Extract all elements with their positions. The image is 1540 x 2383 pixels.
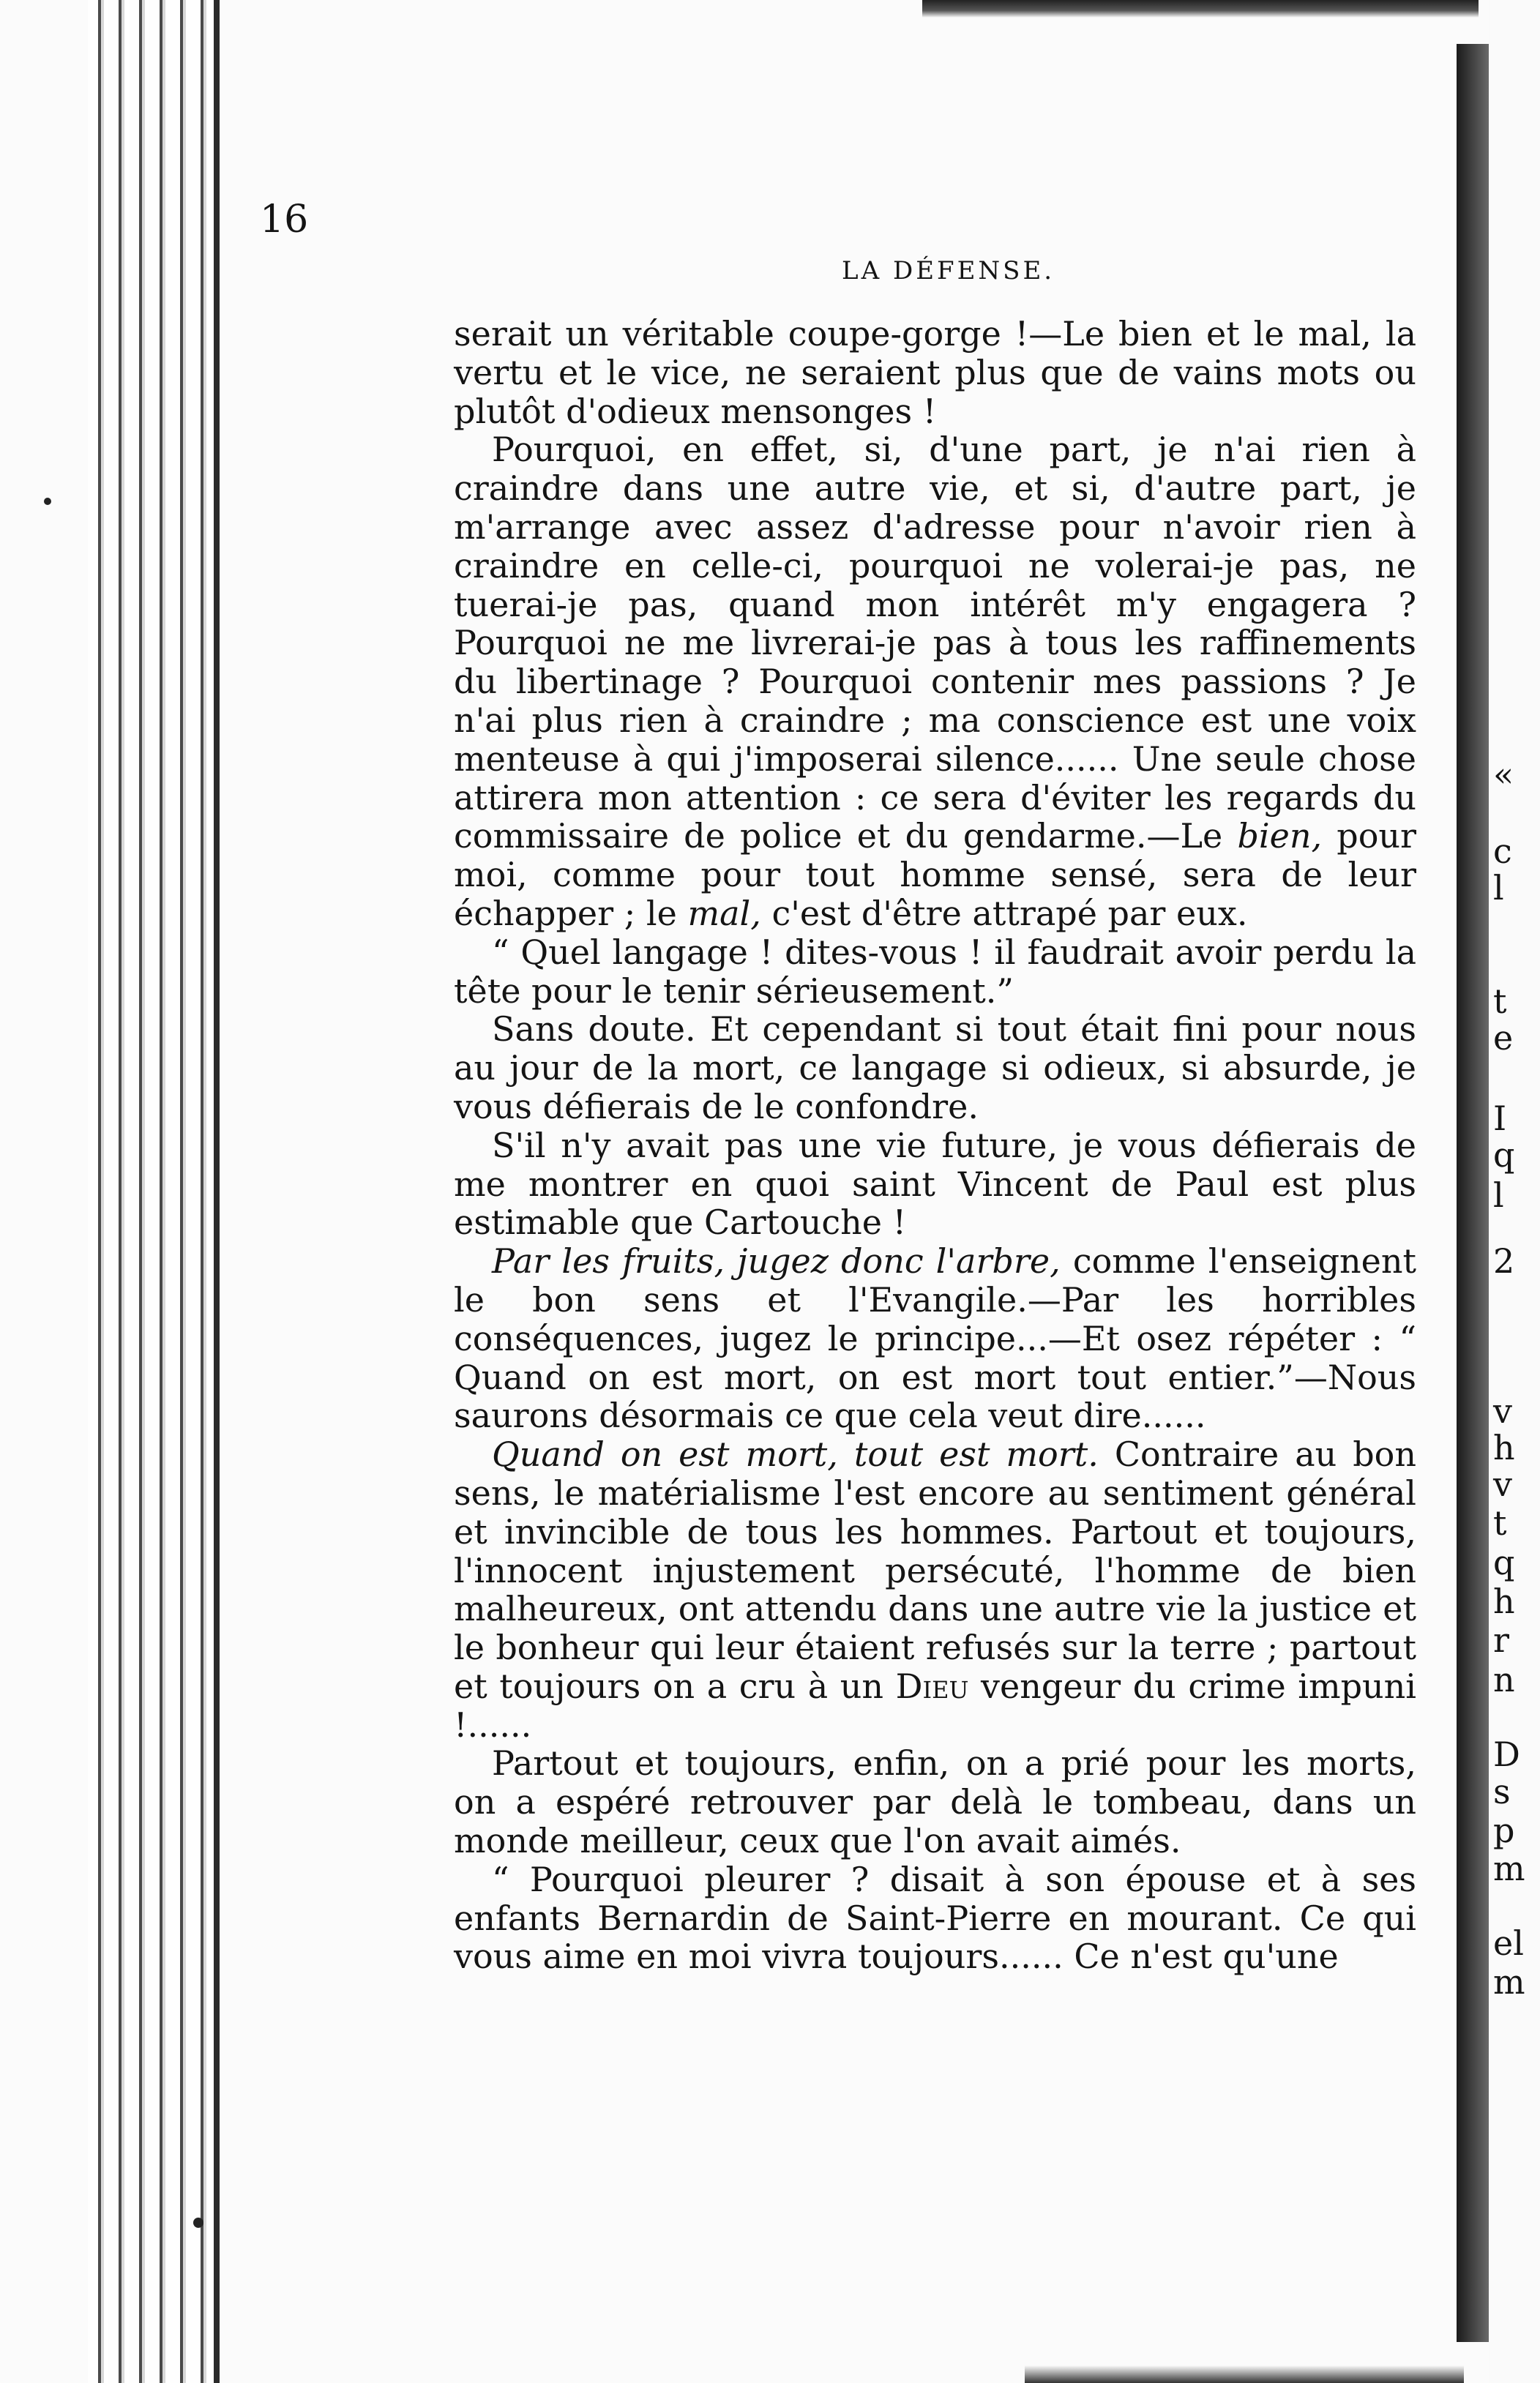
paragraph-9: “ Pourquoi pleurer ? disait à son épouse et à ses enfants Bernardin de Saint-Pierre en mourant. Ce qui vous aime en moi vivra toujours...... Ce n'est qu'une [454,1859,1416,1977]
paragraph-2-text: Pourquoi, en effet, si, d'une part, je n'ai rien à craindre dans une autre vie, et si, d'autre part, je m'arrange avec assez d'adresse pour n'avoir rien à craindre en celle-ci, pourquoi ne volerai-je pas, ne tuerai-je pas, quand mon intérêt m'y engagera ? Pourquoi ne me livrerai-je pas à tous les raffinements du libertinage ? Pourquoi contenir mes passions ? Je n'ai plus rien à craindre ; ma conscience est une voix menteuse à qui j'imposerai silence...... Une seule chose attirera mon attention : ce sera d'éviter les regards du commissaire de police et du gendarme.—Le [454,430,1416,856]
ink-speck [193,2218,203,2228]
emphasis-bien: bien, [1237,816,1323,856]
next-page-fragment: D [1493,1735,1520,1774]
next-page-fragment: h [1493,1582,1515,1621]
paragraph-7 [454,1435,1416,1744]
paragraph-4: Sans doute. Et cependant si tout était fini pour nous au jour de la mort, ce langage si odieux, si absurde, je vous défierais de le confondre. [454,1009,1416,1126]
next-page-fragment: h [1493,1428,1515,1467]
paragraph-7-text: Contraire au bon sens, le matérialisme l'est encore au sentiment général et invincible de tous les hommes. Partout et toujours, l'innocent injustement persécuté, l'homme de bien malheureux, ont attendu dans une autre vie la justice et le bonheur qui leur étaient refusés sur la terre ; partout et toujours on a cru à un [454,1434,1417,1706]
next-page-fragment: v [1493,1464,1512,1504]
page-number: 16 [260,198,309,242]
running-head: LA DÉFENSE. [842,256,1055,285]
next-page-fragment: n [1493,1660,1515,1699]
next-page-fragment: l [1493,1175,1504,1215]
next-page-fragment: 2 [1493,1241,1515,1281]
next-page-fragment: « [1493,755,1514,794]
next-page-fragment: I [1493,1099,1507,1138]
next-page-fragment: l [1493,868,1504,908]
paragraph-1: serait un véritable coupe-gorge !—Le bien et le mal, la vertu et le vice, ne seraient plus que de vains mots ou plutôt d'odieux mensonges ! [454,314,1416,431]
next-page-fragment: e [1493,1018,1514,1058]
next-page-fragment: p [1493,1811,1515,1850]
next-page-fragment: el [1493,1923,1524,1963]
next-page-fragment: m [1493,1962,1525,2002]
emphasis-quand-on-est-mort: Quand on est mort, tout est mort. [492,1434,1099,1475]
book-page-edges [88,0,220,2383]
small-caps-dieu: Dieu [895,1666,969,1706]
page-gutter-shadow [1457,44,1489,2342]
paragraph-8: Partout et toujours, enfin, on a prié pour les morts, on a espéré retrouver par delà le tombeau, dans un monde meilleur, ceux que l'on avait aimés. [454,1743,1416,1861]
paragraph-3: “ Quel langage ! dites-vous ! il faudrait avoir perdu la tête pour le tenir sérieusement.” [454,932,1416,1011]
paragraph-5: S'il n'y avait pas une vie future, je vous défierais de me montrer en quoi saint Vincent de Paul est plus estimable que Cartouche ! [454,1125,1416,1243]
paragraph-2-middle: pour moi, comme pour tout homme sensé, sera de leur échapper ; le [454,816,1417,933]
next-page-fragment: q [1493,1543,1515,1582]
top-binding-shadow [922,0,1479,18]
next-page-fragment: t [1493,981,1507,1021]
bottom-binding-shadow [1025,2365,1464,2383]
next-page-fragment: t [1493,1503,1507,1543]
next-page-fragment: q [1493,1135,1515,1175]
ink-speck [44,498,51,505]
next-page-fragment: m [1493,1849,1525,1888]
adjacent-page-strip [1489,0,1540,2383]
paragraph-6-text: comme l'enseignent le bon sens et l'Evangile.—Par les horribles conséquences, jugez le principe...—Et osez répéter : “ Quand on est mort, on est mort tout entier.”—Nous saurons désormais ce que cela veut dire...... [454,1241,1416,1436]
emphasis-par-les-fruits: Par les fruits, jugez donc l'arbre, [492,1241,1061,1282]
paragraph-2-end: c'est d'être attrapé par eux. [771,893,1248,933]
page-body-text [454,315,1416,1976]
paragraph-7-end: vengeur du crime impuni !...... [454,1666,1417,1745]
next-page-fragment: s [1493,1772,1511,1811]
next-page-fragment: v [1493,1391,1512,1431]
paragraph-6 [454,1242,1416,1435]
paragraph-2 [454,430,1416,932]
next-page-fragment: r [1493,1620,1509,1660]
emphasis-mal: mal, [687,893,761,933]
next-page-fragment: c [1493,831,1512,871]
